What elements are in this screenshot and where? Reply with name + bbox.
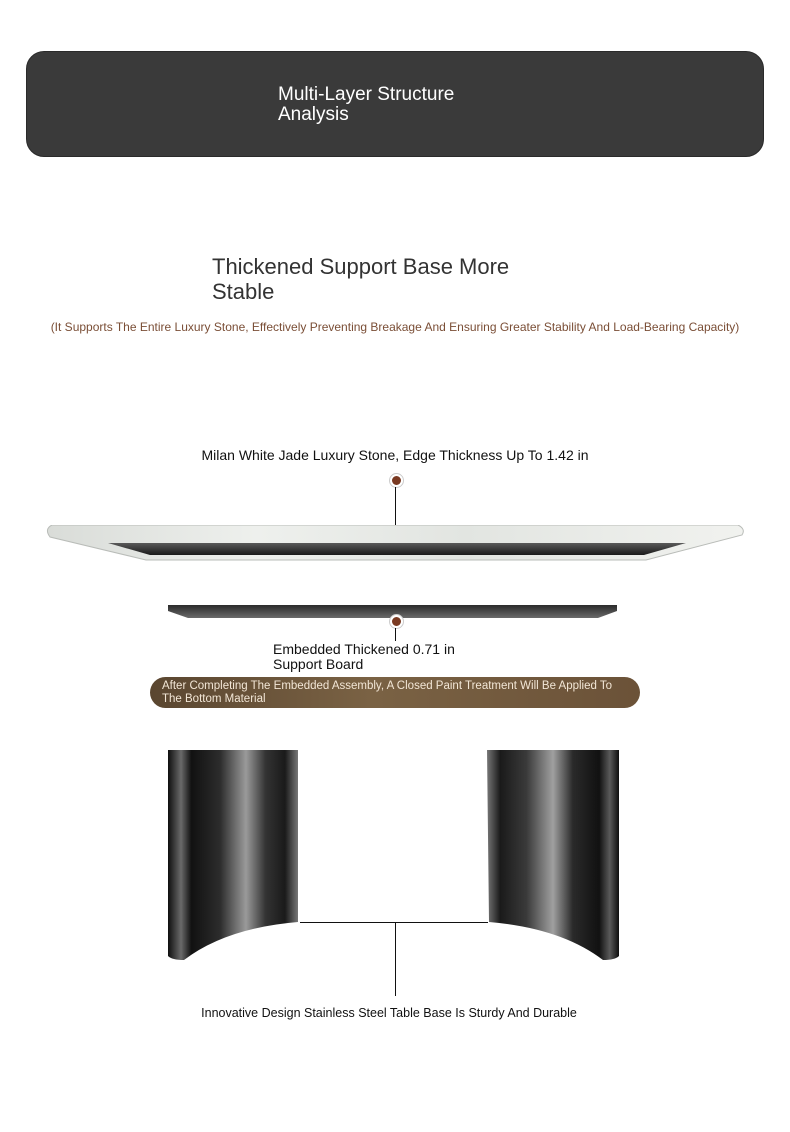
right-leg-image xyxy=(487,750,621,960)
left-leg-image xyxy=(166,750,300,960)
board-marker-dot xyxy=(390,615,403,628)
stone-label: Milan White Jade Luxury Stone, Edge Thickness Up To 1.42 in xyxy=(201,447,589,463)
board-label: Embedded Thickened 0.71 in Support Board xyxy=(273,641,455,672)
section-headline: Thickened Support Base More Stable xyxy=(212,254,510,304)
banner-title: Multi-Layer Structure Analysis xyxy=(278,84,455,125)
stone-leader-line xyxy=(395,487,396,525)
base-connector-line xyxy=(300,922,488,923)
section-subtitle: (It Supports The Entire Luxury Stone, Effectively Preventing Breakage And Ensuring Greater Stability And Load-Bearing Capacity) xyxy=(50,320,740,334)
assembly-note-pill: After Completing The Embedded Assembly, A Closed Paint Treatment Will Be Applied To The Bottom Material xyxy=(150,677,640,708)
header-banner xyxy=(26,51,764,157)
board-leader-line xyxy=(395,628,396,641)
stone-marker-dot xyxy=(390,474,403,487)
base-leader-line xyxy=(395,922,396,996)
stone-tabletop-image xyxy=(46,525,744,561)
base-label: Innovative Design Stainless Steel Table Base Is Sturdy And Durable xyxy=(201,1006,577,1020)
